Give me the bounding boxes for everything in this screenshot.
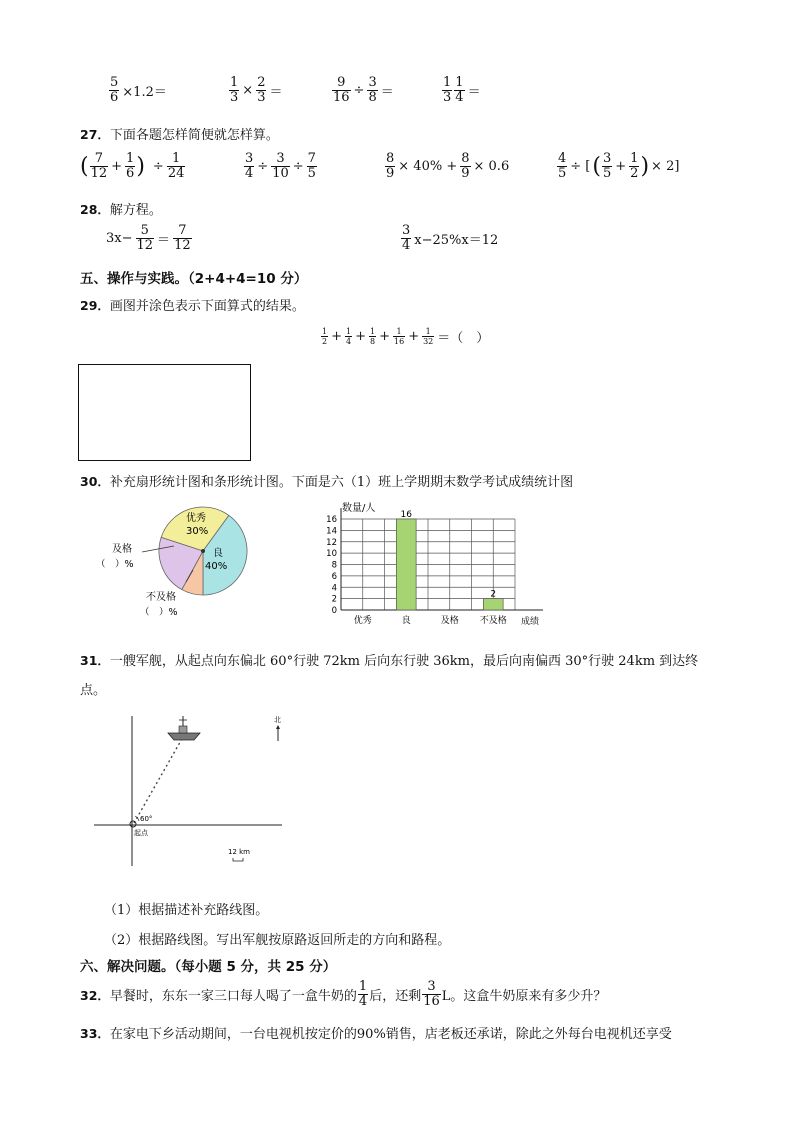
map-north-label: 北	[274, 716, 281, 724]
q29-drawing-box	[78, 364, 251, 461]
q31-sub1: （1）根据描述补充路线图。	[104, 903, 269, 918]
q26-expr-2: $\frac{1}{3}$ × $\frac{2}{3}$ ＝	[230, 75, 283, 105]
category-3: 不及格	[479, 616, 507, 626]
q28-equation-2: $\frac{3}{4}$ x−25%x＝12	[402, 223, 499, 253]
y-tick-6: 6	[331, 571, 337, 582]
q28-equation-1: 3x− $\frac{5}{12}$ ＝ $\frac{7}{12}$	[106, 223, 191, 253]
pie-center-dot	[201, 549, 205, 553]
q26-expr-3: $\frac{9}{16}$ ÷ $\frac{3}{8}$ ＝	[333, 75, 394, 105]
bar-3	[483, 599, 503, 610]
y-tick-10: 10	[326, 549, 337, 560]
pie-label-liang: 良	[213, 548, 223, 559]
y-tick-4: 4	[331, 583, 337, 594]
bar-value-3: 2	[490, 589, 497, 600]
bar-ylabel: 数量/人	[342, 503, 376, 514]
q32-prompt: 32． 早餐时，东东一家三口每人喝了一盒牛奶的 $\frac{1}{4}$ 后，还剩 $\frac{3}{16}$ L。这盒牛奶原来有多少升？	[80, 979, 607, 1009]
q27-prompt: 27．下面各题怎样简便就怎样算。	[80, 127, 279, 143]
q27-expr-4: $\frac{4}{5}$ ÷ [ ( $\frac{3}{5}$ + $\frac{1}{2}$ ) × 2]	[558, 151, 680, 181]
pie-label-jige: 及格	[112, 544, 132, 555]
category-0: 优秀	[353, 616, 372, 626]
map-angle-label: 60°	[140, 815, 153, 823]
bar-xlabel: 成绩	[521, 617, 540, 627]
y-tick-0: 0	[331, 606, 337, 616]
q31-prompt-line2: 点。	[80, 683, 107, 698]
start-point	[130, 821, 136, 827]
north-arrow-icon	[276, 725, 280, 741]
pie-label-liang-pct: 40%	[205, 561, 228, 572]
y-tick-16: 16	[326, 515, 337, 525]
category-1: 良	[401, 616, 411, 626]
q29-expression: $\frac{1}{2}$ + $\frac{1}{4}$ + $\frac{1}{8}$ + $\frac{1}{16}$ + $\frac{1}{32}$ ＝（ ）	[322, 327, 490, 346]
pie-label-youxiu-pct: 30%	[186, 526, 209, 537]
category-2: 及格	[440, 616, 459, 626]
bar-grid	[341, 508, 543, 610]
pie-label-jige-pct: （ ）%	[96, 559, 134, 570]
map-start-label: 起点	[134, 829, 148, 837]
q31-prompt-line1: 31．一艘军舰，从起点向东偏北 60°行驶 72km 后向东行驶 36km，最后向南偏西 30°行驶 24km 到达终	[80, 653, 699, 669]
q30-bar-chart	[315, 500, 555, 628]
q31-sub2: （2）根据路线图。写出军舰按原路返回所走的方向和路程。	[104, 933, 451, 948]
y-tick-12: 12	[326, 537, 337, 548]
bar-categories	[354, 614, 507, 626]
q27-expr-2: $\frac{3}{4}$ ÷ $\frac{3}{10}$ ÷ $\frac{7}{5}$	[245, 151, 316, 181]
q26-expr-4: $\frac{1}{3}$ $\frac{1}{4}$ ＝	[443, 75, 481, 105]
pie-label-bujige-pct: （ ）%	[140, 607, 178, 618]
q30-prompt: 30．补充扇形统计图和条形统计图。下面是六（1）班上学期期末数学考试成绩统计图	[80, 474, 574, 490]
q28-prompt: 28．解方程。	[80, 202, 162, 218]
q30-pie-chart	[90, 500, 260, 628]
q27-expr-1: ( $\frac{7}{12}$ + $\frac{1}{6}$ ) ÷ $\frac{1}{24}$	[80, 151, 185, 181]
y-tick-8: 8	[331, 560, 337, 571]
map-scale-bar	[233, 858, 243, 861]
pie-label-bujige: 不及格	[146, 592, 176, 603]
pie-label-youxiu: 优秀	[186, 513, 206, 524]
q29-prompt: 29．画图并涂色表示下面算式的结果。	[80, 298, 305, 314]
bar-1	[396, 519, 416, 610]
route-segment-1	[134, 737, 183, 823]
q33-prompt: 33．在家电下乡活动期间，一台电视机按定价的90%销售，店老板还承诺，除此之外每台电视机还享受	[80, 1026, 672, 1042]
q31-route-map	[90, 708, 300, 868]
y-tick-2: 2	[331, 594, 337, 605]
section-5-heading: 五、操作与实践。（2+4+4=10 分）	[80, 271, 308, 287]
bar-ticks	[326, 515, 337, 616]
bar-value-1: 16	[400, 510, 412, 520]
map-scale-label: 12 km	[228, 848, 251, 856]
ship-icon	[168, 716, 200, 740]
section-6-heading: 六、解决问题。（每小题 5 分，共 25 分）	[80, 959, 337, 975]
y-tick-14: 14	[326, 526, 337, 537]
q26-expr-1: $\frac{5}{6}$ ×1.2＝	[110, 75, 167, 105]
q27-expr-3: $\frac{8}{9}$ × 40% + $\frac{8}{9}$ × 0.6	[386, 151, 510, 181]
